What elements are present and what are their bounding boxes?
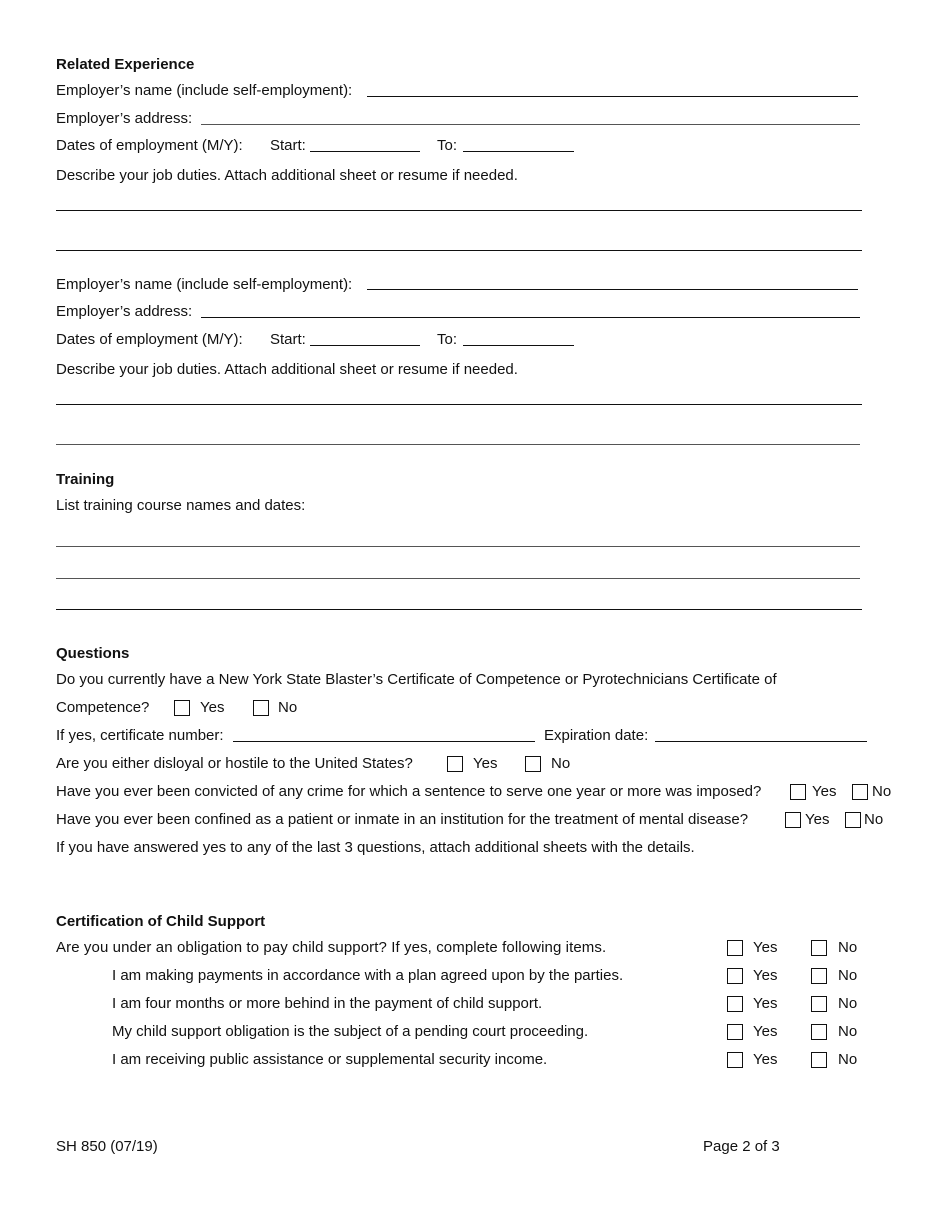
q4-yes-checkbox[interactable] xyxy=(785,812,801,828)
question-confined: Have you ever been confined as a patient or inmate in an institution for the treatment of mental disease? xyxy=(56,811,749,828)
page-number: Page 2 of 3 xyxy=(703,1138,780,1155)
cs0-no-label: No xyxy=(838,939,858,956)
training-list-label: List training course names and dates: xyxy=(56,497,306,514)
employer-address-field-1[interactable] xyxy=(201,124,860,125)
start-label-1: Start: xyxy=(270,137,306,154)
employer-address-field-2[interactable] xyxy=(201,317,860,318)
section-heading-training: Training xyxy=(56,471,115,488)
duties-label-1: Describe your job duties. Attach additional sheet or resume if needed. xyxy=(56,167,518,184)
q1-yes-label: Yes xyxy=(200,699,225,716)
q2-no-checkbox[interactable] xyxy=(525,756,541,772)
cs2-no-label: No xyxy=(838,995,858,1012)
cs1-yes-label: Yes xyxy=(753,967,778,984)
q4-yes-label: Yes xyxy=(805,811,830,828)
cert-number-field[interactable] xyxy=(233,741,535,742)
q4-no-label: No xyxy=(864,811,884,828)
employer-name-label-2: Employer’s name (include self-employment): xyxy=(56,276,353,293)
cs2-yes-label: Yes xyxy=(753,995,778,1012)
q1-yes-checkbox[interactable] xyxy=(174,700,190,716)
child-support-item-4: I am receiving public assistance or supplemental security income. xyxy=(112,1051,548,1068)
to-label-2: To: xyxy=(437,331,458,348)
expiration-date-label: Expiration date: xyxy=(544,727,649,744)
q2-yes-checkbox[interactable] xyxy=(447,756,463,772)
start-date-field-2[interactable] xyxy=(310,345,420,346)
cs3-no-label: No xyxy=(838,1023,858,1040)
training-line-3[interactable] xyxy=(56,609,862,610)
cs0-yes-label: Yes xyxy=(753,939,778,956)
dates-label-2: Dates of employment (M/Y): xyxy=(56,331,243,348)
duties-line-2a[interactable] xyxy=(56,404,862,405)
employer-address-label-1: Employer’s address: xyxy=(56,110,193,127)
q2-yes-label: Yes xyxy=(473,755,498,772)
question-convicted: Have you ever been convicted of any crime for which a sentence to serve one year or more was imposed? xyxy=(56,783,762,800)
start-label-2: Start: xyxy=(270,331,306,348)
duties-label-2: Describe your job duties. Attach additional sheet or resume if needed. xyxy=(56,361,518,378)
training-line-1[interactable] xyxy=(56,546,860,547)
cs1-yes-checkbox[interactable] xyxy=(727,968,743,984)
q2-no-label: No xyxy=(551,755,571,772)
q3-no-checkbox[interactable] xyxy=(852,784,868,800)
cs4-yes-checkbox[interactable] xyxy=(727,1052,743,1068)
training-line-2[interactable] xyxy=(56,578,860,579)
section-heading-child-support: Certification of Child Support xyxy=(56,913,266,930)
cs2-no-checkbox[interactable] xyxy=(811,996,827,1012)
cs4-no-checkbox[interactable] xyxy=(811,1052,827,1068)
duties-line-1b[interactable] xyxy=(56,250,862,251)
cs0-no-checkbox[interactable] xyxy=(811,940,827,956)
cs3-no-checkbox[interactable] xyxy=(811,1024,827,1040)
expiration-date-field[interactable] xyxy=(655,741,867,742)
q3-yes-label: Yes xyxy=(812,783,837,800)
employer-name-field-1[interactable] xyxy=(367,96,858,97)
end-date-field-1[interactable] xyxy=(463,151,574,152)
cs1-no-label: No xyxy=(838,967,858,984)
questions-note: If you have answered yes to any of the last 3 questions, attach additional sheets with the details. xyxy=(56,839,695,856)
question-blaster-certificate-cont: Competence? xyxy=(56,699,150,716)
q3-no-label: No xyxy=(872,783,892,800)
child-support-item-0: Are you under an obligation to pay child support? If yes, complete following items. xyxy=(56,939,607,956)
child-support-item-2: I am four months or more behind in the payment of child support. xyxy=(112,995,543,1012)
child-support-item-1: I am making payments in accordance with a plan agreed upon by the parties. xyxy=(112,967,624,984)
to-label-1: To: xyxy=(437,137,458,154)
start-date-field-1[interactable] xyxy=(310,151,420,152)
duties-line-1a[interactable] xyxy=(56,210,862,211)
dates-label-1: Dates of employment (M/Y): xyxy=(56,137,243,154)
section-heading-questions: Questions xyxy=(56,645,130,662)
duties-line-2b[interactable] xyxy=(56,444,860,445)
cs1-no-checkbox[interactable] xyxy=(811,968,827,984)
end-date-field-2[interactable] xyxy=(463,345,574,346)
employer-address-label-2: Employer’s address: xyxy=(56,303,193,320)
cs3-yes-checkbox[interactable] xyxy=(727,1024,743,1040)
question-blaster-certificate: Do you currently have a New York State Blaster’s Certificate of Competence or Pyrotechnicians Certificate of xyxy=(56,671,777,688)
q1-no-label: No xyxy=(278,699,298,716)
cs4-yes-label: Yes xyxy=(753,1051,778,1068)
form-id: SH 850 (07/19) xyxy=(56,1138,158,1155)
child-support-item-3: My child support obligation is the subject of a pending court proceeding. xyxy=(112,1023,589,1040)
cs4-no-label: No xyxy=(838,1051,858,1068)
cs2-yes-checkbox[interactable] xyxy=(727,996,743,1012)
employer-name-label-1: Employer’s name (include self-employment): xyxy=(56,82,353,99)
cs3-yes-label: Yes xyxy=(753,1023,778,1040)
cert-number-label: If yes, certificate number: xyxy=(56,727,224,744)
q3-yes-checkbox[interactable] xyxy=(790,784,806,800)
q1-no-checkbox[interactable] xyxy=(253,700,269,716)
question-disloyal: Are you either disloyal or hostile to the United States? xyxy=(56,755,413,772)
cs0-yes-checkbox[interactable] xyxy=(727,940,743,956)
employer-name-field-2[interactable] xyxy=(367,289,858,290)
q4-no-checkbox[interactable] xyxy=(845,812,861,828)
section-heading-related-experience: Related Experience xyxy=(56,56,195,73)
